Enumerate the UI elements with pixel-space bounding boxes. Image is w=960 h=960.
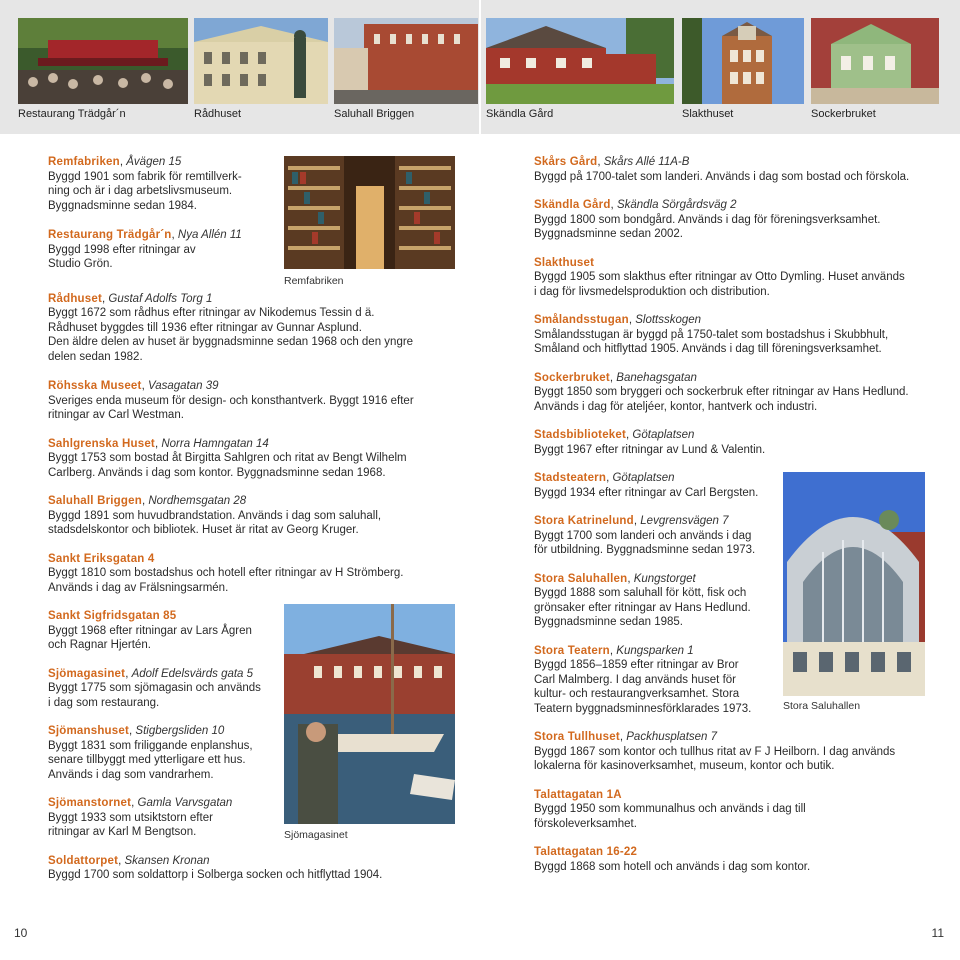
entry-address: Gustaf Adolfs Torg 1 <box>108 292 213 305</box>
entry-line: Carl Malmberg. I dag används huset för <box>534 673 736 686</box>
entry-line: Byggnadsminne sedan 1985. <box>534 616 683 628</box>
entry-title: Soldattorpet <box>48 854 119 867</box>
entry-stora-teatern: Stora Teatern, Kungsparken 1 Byggd 1856–1859 efter ritningar av Bror Carl Malmberg. I dag används huset för kultur- och restaurangverksamhet. Stora Teatern byggnadsminnesförklarades 1973. <box>534 644 934 717</box>
entry-line: Byggd 1891 som huvudbrandstation. Används i dag som saluhall, <box>48 509 382 522</box>
entry-title: Stora Tullhuset <box>534 731 620 743</box>
photo-caption: Stora Saluhallen <box>783 700 861 712</box>
entry-line: Byggd 1888 som saluhall för kött, fisk och <box>534 587 747 599</box>
entry-talattagatan-16-22 <box>534 845 934 874</box>
thumb-sockerbruket <box>811 18 939 104</box>
page-gutter <box>479 0 481 960</box>
entry-sankt-eriksgatan-4 <box>48 552 448 596</box>
entry-address: Åvägen 15 <box>126 156 182 168</box>
thumb-caption: Skändla Gård <box>486 108 554 120</box>
entry-line: Byggt 1700 som landeri och används i dag <box>534 529 752 542</box>
entry-title: Stadsbiblioteket <box>534 429 627 441</box>
entry-title: Sankt Sigfridsgatan 85 <box>48 610 177 622</box>
entry-title: Sahlgrenska Huset <box>48 437 155 450</box>
thumb-caption: Sockerbruket <box>811 108 876 120</box>
entry-line: Byggd på 1700-talet som landeri. Används i dag som bostad och förskola. <box>534 170 910 183</box>
entry-title: Rådhuset <box>48 292 102 305</box>
entry-line: Byggt 1968 efter ritningar av Lars Ågren <box>48 624 252 637</box>
entry-line: Byggd 1800 som bondgård. Används i dag för föreningsverksamhet. <box>534 213 881 226</box>
entry-line: Byggd 1856–1859 efter ritningar av Bror <box>534 659 739 671</box>
entry-line: Byggd 1905 som slakthus efter ritningar av Otto Dymling. Huset används <box>534 271 905 283</box>
entry-title: Talattagatan 1A <box>534 788 622 801</box>
entry-line: ritningar av Karl M Bengtson. <box>48 826 197 838</box>
entry-line: ritningar av Carl Westman. <box>48 409 184 421</box>
entry-remfabriken: Remfabriken, Åvägen 15 Byggd 1901 som fabrik för remtillverk- ning och är i dag arbetslivsmuseum. Byggnadsminne sedan 1984. <box>48 155 448 213</box>
entry-title: Slakthuset <box>534 256 595 269</box>
entry-line: Smålandsstugan är byggd på 1750-talet som bostadshus i Skubbhult, <box>534 328 889 341</box>
entry-soldattorpet: Soldattorpet, Skansen Kronan Byggd 1700 som soldattorp i Solberga socken och hitflyttad 1904. <box>48 854 448 883</box>
entry-line: Används i dag för ateljéer, kontor, hantverk och industri. <box>534 400 818 413</box>
entry-address: Vasagatan 39 <box>147 380 219 392</box>
page-number-right: 11 <box>931 926 944 940</box>
entry-skars-gard: Skårs Gård, Skårs Allé 11A-B Byggd på 1700-talet som landeri. Används i dag som bostad och förskola. <box>534 155 934 184</box>
entry-rohsska-museet: Röhsska Museet, Vasagatan 39 Sveriges enda museum för design- och konsthantverk. Byggt 1916 efter ritningar av Carl Westman. <box>48 379 448 423</box>
entry-address: Skansen Kronan <box>124 854 210 867</box>
entry-address: Banehagsgatan <box>616 371 697 384</box>
entry-line: Sveriges enda museum för design- och konsthantverk. Byggt 1916 efter <box>48 394 414 407</box>
entry-line: förskoleverksamhet. <box>534 817 637 830</box>
entry-address: Norra Hamngatan 14 <box>161 437 269 450</box>
entry-sankt-sigfridsgatan-85 <box>48 609 448 653</box>
entry-skandla-gard: Skändla Gård, Skändla Sörgårdsväg 2 Byggd 1800 som bondgård. Används i dag för föreningsverksamhet. Byggnadsminne sedan 2002. <box>534 198 934 242</box>
entry-line: Rådhuset byggdes till 1936 efter ritningar av Gunnar Asplund. <box>48 321 362 334</box>
entry-line: Byggt 1967 efter ritningar av Lund & Valentin. <box>534 443 766 456</box>
entry-stora-katrinelund: Stora Katrinelund, Levgrensvägen 7 Byggt 1700 som landeri och används i dag för utbildning. Byggnadsminne sedan 1973. <box>534 514 934 558</box>
entry-line: för utbildning. Byggnadsminne sedan 1973. <box>534 544 756 556</box>
entry-line: Byggt 1933 som utsiktstorn efter <box>48 811 213 824</box>
entry-line: ning och är i dag arbetslivsmuseum. <box>48 185 233 197</box>
thumb-radhuset <box>194 18 328 104</box>
entry-title: Sjömanstornet <box>48 797 132 809</box>
thumb-slakthuset <box>682 18 804 104</box>
entry-address: Kungsparken 1 <box>616 644 694 657</box>
entry-line: Studio Grön. <box>48 258 113 270</box>
entry-line: Byggd 1867 som kontor och tullhus ritat av F J Heilborn. I dag används <box>534 745 896 758</box>
entry-title: Smålandsstugan <box>534 314 629 326</box>
entry-sjomanshuset: Sjömanshuset, Stigbergsliden 10 Byggt 1831 som friliggande enplanshus, senare tillbyggt med ytterligare ett hus. Används i dag som vandrarhem. <box>48 724 448 782</box>
photo-caption: Sjömagasinet <box>284 829 348 841</box>
entry-line: Byggd 1700 som soldattorp i Solberga socken och hitflyttad 1904. <box>48 869 383 881</box>
left-column <box>48 155 448 897</box>
entry-line: Byggt 1775 som sjömagasin och används <box>48 682 261 694</box>
entry-line: kultur- och restaurangverksamhet. Stora <box>534 688 740 700</box>
entry-line: Byggt 1810 som bostadshus och hotell efter ritningar av H Strömberg. <box>48 567 404 579</box>
entry-line: Byggd 1950 som kommunalhus och används i dag till <box>534 803 806 815</box>
entry-sockerbruket: Sockerbruket, Banehagsgatan Byggt 1850 som bryggeri och sockerbruk efter ritningar av Hans Hedlund. Används i dag för ateljéer, kontor, hantverk och industri. <box>534 371 934 415</box>
entry-line: Används i dag som vandrarhem. <box>48 768 214 781</box>
thumb-caption: Restaurang Trädgår´n <box>18 108 126 120</box>
entry-title: Sockerbruket <box>534 371 610 384</box>
entry-radhuset: Rådhuset, Gustaf Adolfs Torg 1 Byggt 1672 som rådhus efter ritningar av Nikodemus Tessin d ä. Rådhuset byggdes till 1936 efter ritningar av Gunnar Asplund. Den äldre delen av huset är byggnadsminne sedan 1968 och den yngre delen sedan 1982. <box>48 292 448 365</box>
entry-title: Stadsteatern <box>534 472 607 484</box>
entry-title: Skändla Gård <box>534 199 611 211</box>
entry-title: Saluhall Briggen <box>48 495 142 507</box>
entry-address: Adolf Edelsvärds gata 5 <box>131 667 254 680</box>
entry-title: Sankt Eriksgatan 4 <box>48 552 155 565</box>
entry-line: i dag för livsmedelsproduktion och distribution. <box>534 285 770 298</box>
thumb-restaurang-tradgarn <box>18 18 188 104</box>
entry-stora-tullhuset: Stora Tullhuset, Packhusplatsen 7 Byggd 1867 som kontor och tullhus ritat av F J Heilborn. I dag används lokalerna för kasinoverksamhet, museum, kontor och butik. <box>534 730 934 774</box>
entry-line: stadsdelskontor och bibliotek. Huset är ritat av Georg Kruger. <box>48 524 359 536</box>
entry-line: och Ragnar Hjertén. <box>48 639 151 651</box>
entry-address: Slottsskogen <box>635 314 702 326</box>
entry-title: Restaurang Trädgår´n <box>48 229 172 241</box>
entry-talattagatan-1a <box>534 788 934 832</box>
entry-line: Byggd 1868 som hotell och används i dag som kontor. <box>534 860 811 873</box>
entry-stadsbiblioteket: Stadsbiblioteket, Götaplatsen Byggt 1967 efter ritningar av Lund & Valentin. <box>534 428 934 457</box>
entry-stora-saluhallen: Stora Saluhallen, Kungstorget Byggd 1888 som saluhall för kött, fisk och grönsaker efter ritningar av Hans Hedlund. Byggnadsminne sedan 1985. <box>534 572 934 630</box>
entry-line: Byggd 1998 efter ritningar av <box>48 243 196 256</box>
entry-address: Kungstorget <box>633 572 696 585</box>
entry-address: Levgrensvägen 7 <box>640 515 729 527</box>
thumb-caption: Saluhall Briggen <box>334 108 415 120</box>
entry-line: Den äldre delen av huset är byggnadsminne sedan 1968 och den yngre <box>48 336 414 348</box>
entry-address: Nya Allén 11 <box>177 229 242 241</box>
thumb-caption: Slakthuset <box>682 108 734 120</box>
entry-address: Gamla Varvsgatan <box>137 797 233 809</box>
entry-title: Sjömanshuset <box>48 725 130 737</box>
entry-title: Remfabriken <box>48 156 120 168</box>
entry-stadsteatern: Stadsteatern, Götaplatsen Byggd 1934 efter ritningar av Carl Bergsten. <box>534 471 934 500</box>
entry-title: Stora Saluhallen <box>534 572 628 585</box>
entry-line: Teatern byggnadsminnesförklarades 1973. <box>534 702 752 715</box>
entry-restaurang-tradgarn: Restaurang Trädgår´n, Nya Allén 11 Byggd 1998 efter ritningar av Studio Grön. <box>48 228 448 272</box>
entry-line: Byggd 1901 som fabrik för remtillverk- <box>48 170 242 183</box>
entry-sahlgrenska-huset: Sahlgrenska Huset, Norra Hamngatan 14 Byggt 1753 som bostad åt Birgitta Sahlgren och ritat av Bengt Wilhelm Carlberg. Används i dag som kontor. Byggnadsminne sedan 1968. <box>48 437 448 481</box>
entry-line: Används i dag av Frälsningsarmén. <box>48 581 229 594</box>
entry-smalandsstugan: Smålandsstugan, Slottsskogen Smålandsstugan är byggd på 1750-talet som bostadshus i Skubbhult, Småland och hitflyttad 1905. Används i dag till föreningsverksamhet. <box>534 313 934 357</box>
right-column <box>534 155 934 888</box>
entry-line: Byggt 1672 som rådhus efter ritningar av Nikodemus Tessin d ä. <box>48 307 375 319</box>
entry-address: Götaplatsen <box>632 429 695 441</box>
entry-slakthuset <box>534 256 934 300</box>
entry-title: Sjömagasinet <box>48 667 126 680</box>
entry-address: Götaplatsen <box>612 472 675 484</box>
entry-title: Stora Katrinelund <box>534 515 634 527</box>
thumb-caption: Rådhuset <box>194 108 242 120</box>
entry-line: Byggt 1753 som bostad åt Birgitta Sahlgren och ritat av Bengt Wilhelm <box>48 452 407 464</box>
entry-line: Byggt 1831 som friliggande enplanshus, <box>48 739 253 752</box>
entry-address: Stigbergsliden 10 <box>135 725 225 737</box>
entry-line: Byggnadsminne sedan 2002. <box>534 228 683 240</box>
entry-sjomanstornet: Sjömanstornet, Gamla Varvsgatan Byggt 1933 som utsiktstorn efter ritningar av Karl M Bengtson. <box>48 796 448 840</box>
entry-title: Stora Teatern <box>534 644 610 657</box>
entry-line: i dag som restaurang. <box>48 696 160 709</box>
entry-address: Skårs Allé 11A-B <box>603 156 690 168</box>
photo-caption: Remfabriken <box>284 275 344 287</box>
entry-address: Packhusplatsen 7 <box>626 731 718 743</box>
entry-line: senare tillbyggt med ytterligare ett hus. <box>48 754 246 766</box>
entry-address: Nordhemsgatan 28 <box>148 495 247 507</box>
entry-line: Byggd 1934 efter ritningar av Carl Bergsten. <box>534 486 759 499</box>
thumb-skandla-gard <box>486 18 674 104</box>
entry-address: Skändla Sörgårdsväg 2 <box>616 199 737 211</box>
entry-line: grönsaker efter ritningar av Hans Hedlund. <box>534 601 751 614</box>
entry-title: Röhsska Museet <box>48 380 142 392</box>
entry-line: Carlberg. Används i dag som kontor. Byggnadsminne sedan 1968. <box>48 466 386 479</box>
thumb-saluhall-briggen <box>334 18 478 104</box>
entry-sjomagasinet: Sjömagasinet, Adolf Edelsvärds gata 5 Byggt 1775 som sjömagasin och används i dag som restaurang. <box>48 667 448 711</box>
entry-saluhall-briggen: Saluhall Briggen, Nordhemsgatan 28 Byggd 1891 som huvudbrandstation. Används i dag som saluhall, stadsdelskontor och bibliotek. Huset är ritat av Georg Kruger. <box>48 494 448 538</box>
entry-line: delen sedan 1982. <box>48 350 143 363</box>
entry-line: Byggnadsminne sedan 1984. <box>48 199 197 212</box>
page-number-left: 10 <box>14 926 28 940</box>
entry-title: Talattagatan 16-22 <box>534 846 638 858</box>
entry-line: Byggt 1850 som bryggeri och sockerbruk efter ritningar av Hans Hedlund. <box>534 386 909 398</box>
entry-line: Småland och hitflyttad 1905. Används i dag till föreningsverksamhet. <box>534 343 882 355</box>
entry-title: Skårs Gård <box>534 156 598 168</box>
entry-line: lokalerna för kasinoverksamhet, museum, kontor och butik. <box>534 760 835 772</box>
